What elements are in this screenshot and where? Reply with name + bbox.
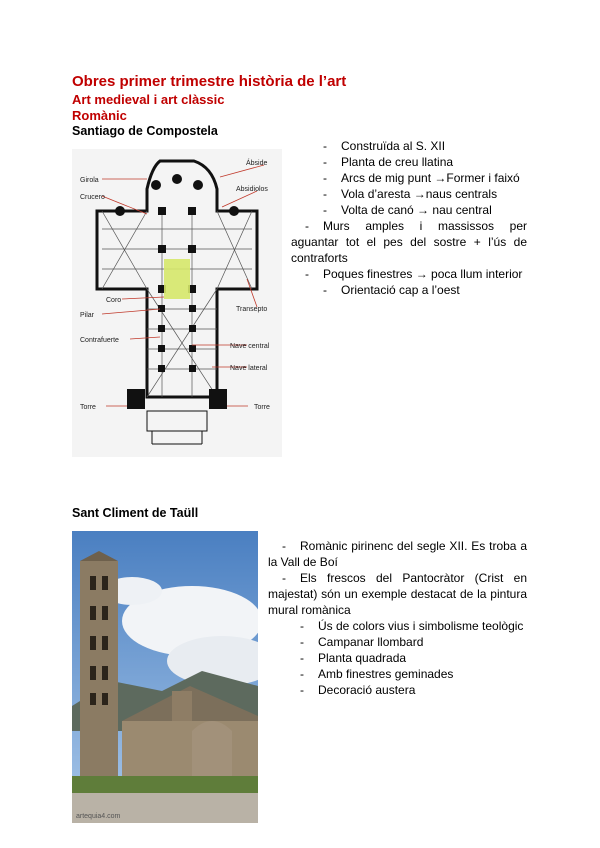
list-item: - Els frescos del Pantocràtor (Crist en majestat) són un exemple destacat de la pintura mural romànica: [268, 571, 527, 617]
list-item: - Vola d’aresta →naus centrals: [323, 187, 498, 201]
sant-climent-photo: [72, 531, 258, 823]
santiago-bullets: [291, 138, 527, 298]
plan-label-girola: Girola: [80, 177, 99, 184]
list-item: - Volta de canó → nau central: [323, 203, 492, 217]
section-heading-santiago: Santiago de Compostela: [72, 124, 218, 138]
plan-label-coro: Coro: [106, 297, 122, 304]
list-item: - Planta de creu llatina: [323, 155, 454, 169]
list-item: - Ús de colors vius i simbolisme teològic: [300, 619, 524, 633]
list-item: - Amb finestres geminades: [300, 667, 454, 681]
plan-label-nave-central: Nave central: [230, 343, 270, 350]
photo-watermark: artequia4.com: [76, 813, 121, 820]
plan-label-crucero: Crucero: [80, 194, 105, 201]
list-item: - Arcs de mig punt →Former i faixó: [323, 171, 520, 185]
list-item: - Decoració austera: [300, 683, 416, 697]
plan-label-contrafuerte: Contrafuerte: [80, 337, 119, 344]
subtitle-romanic: Romànic: [72, 108, 127, 123]
list-item: - Planta quadrada: [300, 651, 407, 665]
plan-label-transepto: Transepto: [236, 306, 268, 313]
plan-label-torre-right: Torre: [254, 404, 270, 411]
santiago-floor-plan: [72, 149, 282, 457]
section-heading-taull: Sant Climent de Taüll: [72, 506, 199, 520]
page-title: Obres primer trimestre història de l’art: [72, 73, 347, 90]
plan-label-torre-left: Torre: [80, 404, 96, 411]
subtitle-art-medieval: Art medieval i art clàssic: [72, 92, 225, 107]
list-item: - Construïda al S. XII: [323, 139, 446, 153]
plan-label-abside: Ábside: [246, 160, 268, 167]
list-item: - Orientació cap a l’oest: [323, 283, 460, 297]
taull-bullets: [268, 538, 527, 698]
plan-label-nave-lateral: Nave lateral: [230, 365, 268, 372]
list-item: - Romànic pirinenc del segle XII. Es troba a la Vall de Boí: [268, 539, 527, 569]
list-item: - Poques finestres → poca llum interior: [305, 267, 523, 281]
list-item: - Campanar llombard: [300, 635, 424, 649]
list-item: - Murs amples i massissos per aguantar tot el pes del sostre + l’ús de contraforts: [291, 219, 527, 265]
plan-label-pilar: Pilar: [80, 312, 95, 319]
plan-label-absidiolos: Absidiolos: [236, 186, 268, 193]
